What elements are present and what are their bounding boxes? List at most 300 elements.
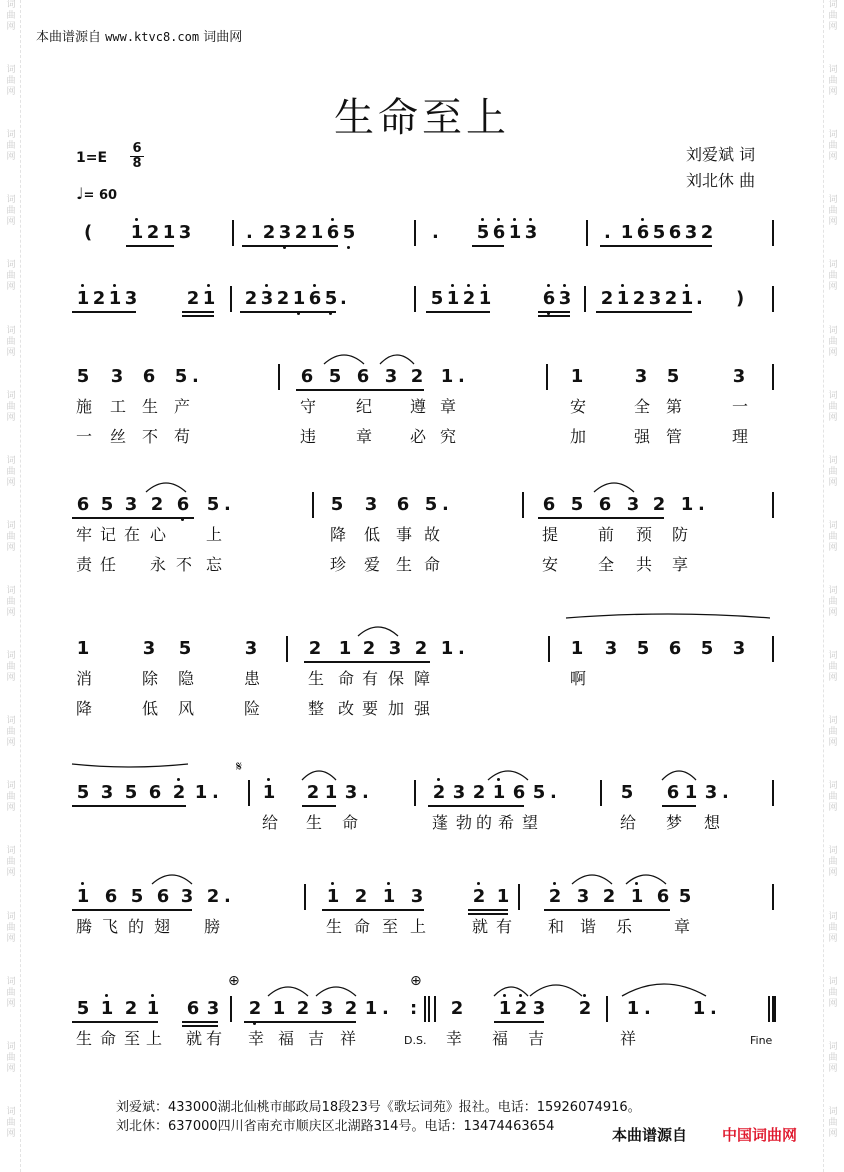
watermark-char: 曲 (6, 531, 16, 542)
beam-underline (296, 389, 424, 391)
jianpu-note: 6 (186, 998, 200, 1019)
lyric-verse-2: 强 (634, 427, 651, 446)
watermark-char: 曲 (828, 206, 838, 217)
jianpu-note: 6 (598, 494, 612, 515)
lyric-verse-2: 整 (308, 699, 325, 718)
jianpu-note: 3 (124, 494, 138, 515)
lyric-verse-1: 故 (424, 525, 441, 544)
watermark-char: 网 (6, 868, 16, 879)
lyric-verse-1: 幸 (446, 1029, 463, 1048)
lyric-verse-1: 至 (124, 1029, 141, 1048)
dot-duration: . (458, 366, 465, 387)
lyric-verse-1: 全 (634, 397, 651, 416)
watermark-char: 网 (828, 217, 838, 228)
jianpu-note: 3 (704, 782, 718, 803)
watermark-char: 词 (6, 716, 16, 727)
lyric-verse-2: 不 (176, 555, 193, 574)
jianpu-note: 2 (664, 288, 678, 309)
watermark-char: 网 (6, 152, 16, 163)
watermark-char: 词 (6, 911, 16, 922)
jianpu-note: 1 (202, 288, 216, 309)
jianpu-note: 3 (684, 222, 698, 243)
jianpu-note: 1 (338, 638, 352, 659)
meter-bottom: 8 (132, 156, 142, 171)
jianpu-note: 5 (430, 288, 444, 309)
source-line (36, 26, 242, 45)
lyric-verse-1: 梦 (666, 813, 683, 832)
jianpu-note: 3 (532, 998, 546, 1019)
watermark-char: 网 (6, 477, 16, 488)
watermark-char: 曲 (6, 1052, 16, 1063)
beam-underline (662, 805, 696, 807)
watermark-char: 词 (6, 325, 16, 336)
jianpu-note: 2 (578, 998, 592, 1019)
dot-duration: . (224, 886, 231, 907)
lyric-verse-2: 究 (440, 427, 457, 446)
jianpu-note: 1 (146, 998, 160, 1019)
watermark-char: 网 (828, 152, 838, 163)
lyric-verse-1: 障 (414, 669, 431, 688)
bar-line (312, 492, 314, 518)
lyric-verse-2: 享 (672, 555, 689, 574)
jianpu-note: 3 (178, 222, 192, 243)
watermark-char: 网 (828, 803, 838, 814)
jianpu-note: 5 (666, 366, 680, 387)
lyric-verse-2: 降 (76, 699, 93, 718)
jianpu-note: 1 (262, 782, 276, 803)
watermark-char: 曲 (828, 662, 838, 673)
beam-underline (538, 315, 570, 317)
watermark-char: 词 (6, 455, 16, 466)
watermark-char: 词 (828, 325, 838, 336)
beam-underline (468, 909, 508, 911)
jianpu-note: 1 (508, 222, 522, 243)
watermark-char: 网 (828, 607, 838, 618)
beam-underline (600, 245, 712, 247)
source-suffix: 词曲网 (203, 30, 243, 45)
bar-line (522, 492, 524, 518)
jianpu-note: 1 (76, 288, 90, 309)
dot-duration: . (550, 782, 557, 803)
beam-underline (538, 311, 570, 313)
meter-top: 6 (132, 141, 142, 156)
lyric-verse-1: 降 (330, 525, 347, 544)
lyric-verse-2: 永 (150, 555, 167, 574)
lyric-verse-1: 保 (388, 669, 405, 688)
jianpu-note: 5 (678, 886, 692, 907)
lyric-verse-1: 前 (598, 525, 615, 544)
jianpu-note: 3 (732, 366, 746, 387)
footer-contacts (116, 1098, 641, 1136)
beam-underline (538, 517, 664, 519)
lyric-verse-1: 的 (476, 813, 493, 832)
lyric-verse-1: 啊 (570, 669, 587, 688)
lyric-verse-1: 章 (674, 917, 691, 936)
beam-underline (72, 517, 194, 519)
jianpu-note: 5 (424, 494, 438, 515)
lyric-verse-1: 上 (206, 525, 223, 544)
bar-line (768, 996, 770, 1022)
beam-underline (304, 661, 430, 663)
watermark-char: 曲 (6, 792, 16, 803)
jianpu-note: 1 (130, 222, 144, 243)
jianpu-note: 3 (206, 998, 220, 1019)
beam-underline (244, 1021, 356, 1023)
watermark-char: 网 (828, 87, 838, 98)
watermark-char: 网 (828, 477, 838, 488)
jianpu-note: 2 (414, 638, 428, 659)
jianpu-note: 3 (524, 222, 538, 243)
jianpu-note: 6 (396, 494, 410, 515)
jianpu-note: 1 (498, 998, 512, 1019)
jianpu-note: 2 (700, 222, 714, 243)
fine-marking: Fine (750, 1034, 773, 1047)
slur-arc (626, 875, 666, 884)
lyric-verse-1: 低 (364, 525, 381, 544)
credits (686, 142, 755, 194)
lyric-verse-1: 和 (548, 917, 565, 936)
final-bar-thick (773, 996, 776, 1022)
dot-duration: . (432, 222, 439, 243)
jianpu-note: 6 (308, 288, 322, 309)
lyric-verse-1: 给 (620, 813, 637, 832)
bar-line (600, 780, 602, 806)
beam-underline (240, 311, 336, 313)
dot-duration: . (458, 638, 465, 659)
jianpu-note: 5 (76, 782, 90, 803)
watermark-char: 曲 (6, 271, 16, 282)
jianpu-note: 6 (636, 222, 650, 243)
beam-underline (302, 805, 336, 807)
dot-duration: . (604, 222, 611, 243)
watermark-char: 曲 (828, 922, 838, 933)
jianpu-note: 2 (92, 288, 106, 309)
jianpu-note: 3 (388, 638, 402, 659)
beam-underline (72, 805, 186, 807)
coda-icon: ⊕ (228, 973, 240, 989)
jianpu-note: 2 (146, 222, 160, 243)
jianpu-note: 1 (616, 288, 630, 309)
watermark-char: 曲 (828, 141, 838, 152)
watermark-char: 词 (828, 585, 838, 596)
lyric-verse-2: 风 (178, 699, 195, 718)
lyric-verse-1: 命 (342, 813, 359, 832)
dot-duration: . (212, 782, 219, 803)
jianpu-note: 6 (666, 782, 680, 803)
lyric-verse-2: 不 (142, 427, 159, 446)
bar-line (772, 884, 774, 910)
bar-line (586, 220, 588, 246)
bar-line (434, 996, 436, 1022)
beam-underline (182, 1021, 218, 1023)
lyric-verse-1: 上 (146, 1029, 163, 1048)
lyric-verse-1: 上 (410, 917, 427, 936)
jianpu-note: 6 (156, 886, 170, 907)
watermark-char: 网 (6, 282, 16, 293)
jianpu-note: 1 (310, 222, 324, 243)
watermark-char: 曲 (828, 857, 838, 868)
jianpu-note: 1 (382, 886, 396, 907)
beam-underline (544, 909, 670, 911)
slur-arc (622, 984, 706, 996)
jianpu-note: 6 (668, 222, 682, 243)
beam-underline (182, 315, 214, 317)
lyric-verse-1: 记 (100, 525, 117, 544)
lyric-verse-1: 幸 (248, 1029, 265, 1048)
jianpu-note: 2 (548, 886, 562, 907)
lyric-verse-1: 预 (636, 525, 653, 544)
watermark-char: 词 (828, 911, 838, 922)
beam-underline (72, 909, 192, 911)
jianpu-note: 6 (148, 782, 162, 803)
watermark-char: 网 (6, 1063, 16, 1074)
lyric-verse-1: 在 (124, 525, 141, 544)
watermark-char: 词 (828, 390, 838, 401)
watermark-char: 词 (6, 260, 16, 271)
jianpu-note: 2 (248, 998, 262, 1019)
bar-line (414, 220, 416, 246)
lyric-verse-1: 牢 (76, 525, 93, 544)
lyric-verse-2: 命 (424, 555, 441, 574)
lyric-verse-1: 吉 (528, 1029, 545, 1048)
watermark-char: 词 (6, 390, 16, 401)
jianpu-note: 6 (668, 638, 682, 659)
lyric-verse-2: 忘 (206, 555, 223, 574)
coda-icon: ⊕ (410, 973, 422, 989)
watermark-char: 词 (828, 65, 838, 76)
lyric-verse-1: 生 (142, 397, 159, 416)
jianpu-note: 6 (542, 288, 556, 309)
jianpu-note: 6 (356, 366, 370, 387)
jianpu-note: 5 (206, 494, 220, 515)
jianpu-note: 6 (300, 366, 314, 387)
watermark-char: 网 (6, 738, 16, 749)
lyric-verse-2: 违 (300, 427, 317, 446)
lyric-verse-1: 福 (278, 1029, 295, 1048)
bar-line (230, 996, 232, 1022)
lyric-verse-2: 任 (100, 555, 117, 574)
watermark-char: 曲 (828, 1117, 838, 1128)
jianpu-note: 2 (276, 288, 290, 309)
jianpu-note: 1 (446, 288, 460, 309)
bar-line (584, 286, 586, 312)
bar-line (286, 636, 288, 662)
jianpu-note: 6 (176, 494, 190, 515)
lyric-verse-1: 翅 (154, 917, 171, 936)
lyric-verse-1: 吉 (308, 1029, 325, 1048)
watermark-char: 网 (6, 87, 16, 98)
watermark-char: 词 (828, 0, 838, 10)
repeat-paren: ) (736, 288, 745, 309)
watermark-char: 网 (6, 347, 16, 358)
watermark-char: 网 (6, 217, 16, 228)
watermark-char: 曲 (6, 206, 16, 217)
lyric-verse-2: 险 (244, 699, 261, 718)
lyric-verse-2: 章 (356, 427, 373, 446)
slur-arc (530, 985, 582, 996)
slur-arc (72, 764, 188, 767)
lyric-verse-2: 生 (396, 555, 413, 574)
jianpu-note: 1 (272, 998, 286, 1019)
jianpu-note: 1 (496, 886, 510, 907)
watermark-char: 网 (828, 412, 838, 423)
slur-arc (302, 771, 336, 780)
jianpu-note: 1 (100, 998, 114, 1019)
lyric-verse-1: 的 (128, 917, 145, 936)
lyric-verse-2: 责 (76, 555, 93, 574)
jianpu-note: 3 (626, 494, 640, 515)
lyric-verse-2: 苟 (174, 427, 191, 446)
slur-arc (380, 355, 414, 364)
lyric-verse-1: 第 (666, 397, 683, 416)
jianpu-note: 2 (124, 998, 138, 1019)
lyric-verse-2: 强 (414, 699, 431, 718)
watermark-char: 网 (828, 347, 838, 358)
ds-marking: D.S. (404, 1034, 427, 1047)
jianpu-note: 2 (186, 288, 200, 309)
lyric-verse-2: 必 (410, 427, 427, 446)
composer-credit: 刘北休 曲 (686, 171, 756, 190)
bar-line (278, 364, 280, 390)
watermark-char: 曲 (6, 1117, 16, 1128)
jianpu-note: 2 (410, 366, 424, 387)
lyric-verse-1: 生 (306, 813, 323, 832)
jianpu-note: 2 (450, 998, 464, 1019)
watermark-char: 词 (828, 781, 838, 792)
watermark-char: 词 (6, 846, 16, 857)
footer-line-composer: 刘北休：637000四川省南充市顺庆区北湖路314号。电话：13474463654 (116, 1119, 555, 1134)
dot-duration: . (340, 288, 347, 309)
watermark-char: 曲 (6, 922, 16, 933)
time-signature (130, 142, 144, 171)
lyric-verse-1: 纪 (356, 397, 373, 416)
watermark-char: 网 (6, 607, 16, 618)
lyric-verse-2: 安 (542, 555, 559, 574)
lyric-verse-1: 望 (522, 813, 539, 832)
jianpu-note: 5 (124, 782, 138, 803)
watermark-char: 曲 (6, 662, 16, 673)
slur-arc (146, 483, 186, 492)
watermark-char: 词 (6, 651, 16, 662)
score-system-1 (0, 224, 844, 226)
lyric-verse-1: 命 (100, 1029, 117, 1048)
watermark-char: 词 (6, 0, 16, 10)
watermark-char: 曲 (6, 466, 16, 477)
slur-arc (662, 771, 696, 780)
watermark-char: 词 (828, 651, 838, 662)
dot-duration: . (442, 494, 449, 515)
lyric-verse-1: 祥 (340, 1029, 357, 1048)
lyric-verse-1: 一 (732, 397, 749, 416)
jianpu-note: 3 (452, 782, 466, 803)
lyric-verse-2: 改 (338, 699, 355, 718)
jianpu-note: 3 (180, 886, 194, 907)
watermark-char: 词 (828, 1106, 838, 1117)
jianpu-note: 1 (364, 998, 378, 1019)
jianpu-note: 3 (558, 288, 572, 309)
bar-line (772, 492, 774, 518)
jianpu-note: 1 (692, 998, 706, 1019)
jianpu-note: 5 (76, 998, 90, 1019)
lyric-verse-1: 命 (354, 917, 371, 936)
jianpu-note: 6 (142, 366, 156, 387)
jianpu-note: 3 (142, 638, 156, 659)
lyric-verse-1: 工 (110, 397, 127, 416)
jianpu-note: 1 (680, 288, 694, 309)
watermark-char: 曲 (828, 336, 838, 347)
bar-line (606, 996, 608, 1022)
lyric-verse-2: 要 (362, 699, 379, 718)
jianpu-note: 2 (150, 494, 164, 515)
lyric-verse-2: 共 (636, 555, 653, 574)
lyric-verse-1: 福 (492, 1029, 509, 1048)
bar-line (772, 780, 774, 806)
jianpu-note: 2 (244, 288, 258, 309)
watermark-char: 网 (6, 803, 16, 814)
jianpu-note: 5 (570, 494, 584, 515)
watermark-char: 词 (828, 1041, 838, 1052)
lyric-verse-1: 生 (326, 917, 343, 936)
watermark-char: 曲 (828, 401, 838, 412)
watermark-char: 词 (6, 520, 16, 531)
lyric-verse-1: 防 (672, 525, 689, 544)
watermark-char: 词 (6, 1106, 16, 1117)
watermark-char: 曲 (828, 987, 838, 998)
watermark-char: 网 (6, 542, 16, 553)
bar-line (548, 636, 550, 662)
lyric-verse-1: 给 (262, 813, 279, 832)
lyric-verse-1: 乐 (616, 917, 633, 936)
beam-underline (494, 1021, 544, 1023)
jianpu-note: 3 (410, 886, 424, 907)
watermark-char: 词 (828, 976, 838, 987)
lyric-verse-1: 就 (472, 917, 489, 936)
lyric-verse-2: 爱 (364, 555, 381, 574)
jianpu-note: 3 (260, 288, 274, 309)
lyric-verse-1: 就 (186, 1029, 203, 1048)
watermark-char: 词 (6, 65, 16, 76)
watermark-char: 网 (828, 1128, 838, 1139)
bar-line (546, 364, 548, 390)
dot-duration: . (696, 288, 703, 309)
jianpu-note: 1 (680, 494, 694, 515)
dot-duration: . (192, 366, 199, 387)
watermark-char: 网 (828, 933, 838, 944)
watermark-char: 曲 (6, 987, 16, 998)
jianpu-note: 2 (206, 886, 220, 907)
jianpu-note: 2 (462, 288, 476, 309)
watermark-char: 曲 (6, 401, 16, 412)
lyric-verse-1: 命 (338, 669, 355, 688)
key-signature: 1=E (76, 150, 108, 166)
slur-arc (594, 483, 634, 492)
jianpu-note: 1 (292, 288, 306, 309)
beam-underline (596, 311, 692, 313)
lyric-verse-1: 患 (244, 669, 261, 688)
brand-site-link[interactable]: 中国词曲网 (722, 1126, 798, 1144)
watermark-char: 词 (6, 781, 16, 792)
bar-line (414, 286, 416, 312)
source-domain[interactable]: www.ktvc8.com (105, 30, 200, 44)
jianpu-note: 1 (478, 288, 492, 309)
watermark-char: 曲 (828, 466, 838, 477)
bar-line (772, 364, 774, 390)
lyric-verse-1: 心 (150, 525, 167, 544)
watermark-char: 词 (6, 130, 16, 141)
jianpu-note: 1 (440, 366, 454, 387)
bar-line (772, 286, 774, 312)
jianpu-note: 1 (620, 222, 634, 243)
